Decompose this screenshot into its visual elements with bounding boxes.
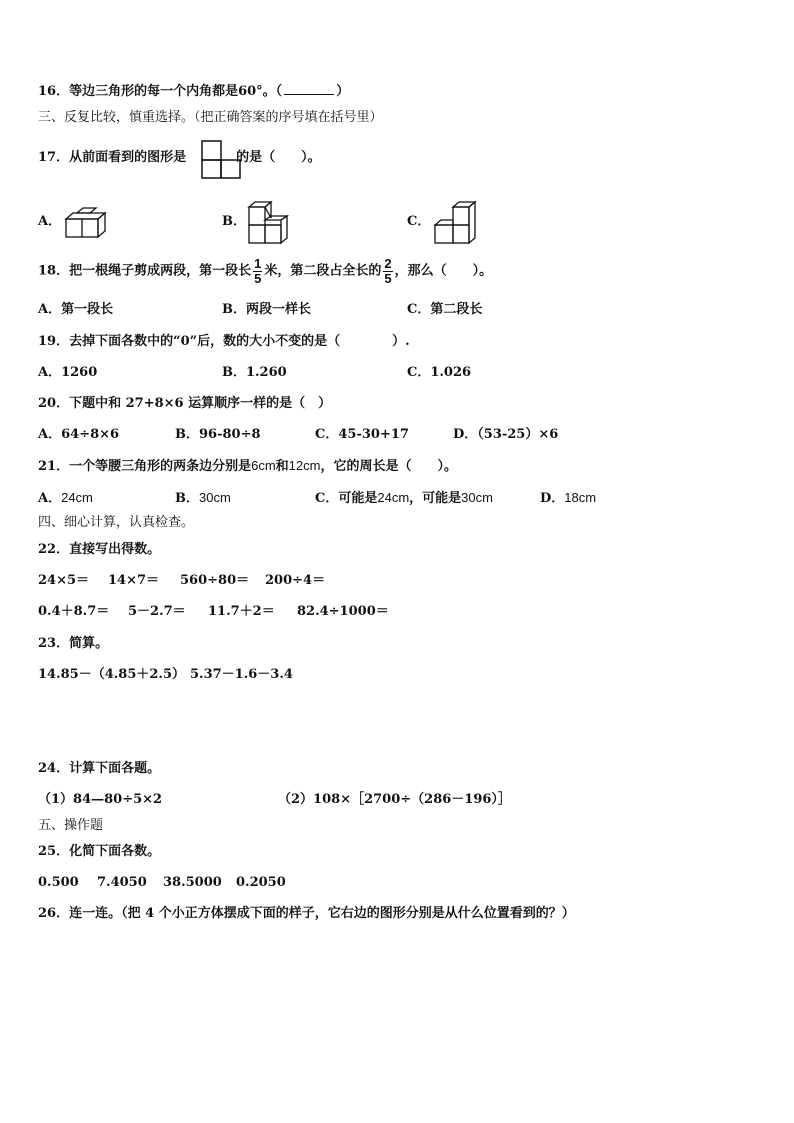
answer-blank[interactable] bbox=[284, 84, 334, 95]
fraction-two-fifths bbox=[383, 257, 392, 285]
question-18 bbox=[38, 257, 492, 285]
q16-close: ） bbox=[336, 84, 350, 99]
q21-option-c[interactable] bbox=[315, 491, 493, 505]
question-20: 20．下题中和 27+8×6 运算顺序一样的是（ ） bbox=[38, 396, 332, 411]
q21-option-a-label: A． bbox=[38, 491, 62, 506]
q18-text-b: 米，第二段占全长的 bbox=[264, 263, 382, 279]
q17-text: 17．从前面看到的图形是 bbox=[38, 150, 187, 165]
front-view-icon bbox=[201, 140, 241, 180]
q21-option-c-label: C．可能是 bbox=[315, 491, 378, 506]
q18-text-a: 18．把一根绳子剪成两段，第一段长 bbox=[38, 263, 252, 279]
q22-item[interactable]: 82.4÷1000＝ bbox=[297, 604, 389, 619]
q16-text: 16．等边三角形的每一个内角都是60°。（ bbox=[38, 84, 283, 99]
q21-text-b: 和 bbox=[275, 459, 289, 474]
frac1-denominator: 5 bbox=[254, 270, 262, 286]
q22-item[interactable]: 560÷80＝ bbox=[180, 573, 250, 588]
q18-option-a[interactable]: A．第一段长 bbox=[38, 302, 114, 317]
q17-option-c[interactable]: C． bbox=[407, 214, 431, 229]
q25-item[interactable]: 0.500 bbox=[38, 875, 79, 890]
q21-text-c: ，它的周长是（ ）。 bbox=[320, 459, 457, 474]
fraction-one-fifth bbox=[253, 257, 262, 285]
q21-option-b-label: B． bbox=[175, 491, 199, 506]
q21-option-d-label: D． bbox=[540, 491, 565, 506]
q24-item[interactable]: （1）84—80÷5×2 bbox=[38, 792, 163, 807]
q21-option-b[interactable] bbox=[175, 491, 231, 505]
section-3-heading: 三、反复比较，慎重选择。（把正确答案的序号填在括号里） bbox=[38, 110, 383, 125]
q21-option-d-value: 18cm bbox=[564, 490, 597, 505]
q21-option-a-value: 24cm bbox=[61, 490, 93, 505]
q20-option-b[interactable]: B．96-80÷8 bbox=[175, 427, 261, 442]
q19-option-b[interactable]: B．1.260 bbox=[222, 365, 287, 380]
q21-side-2: 12cm bbox=[288, 458, 321, 473]
q22-item[interactable]: 0.4＋8.7＝ bbox=[38, 604, 110, 619]
section-4-heading: 四、细心计算，认真检查。 bbox=[38, 515, 195, 530]
q22-item[interactable]: 14×7＝ bbox=[108, 573, 160, 588]
q22-item[interactable]: 24×5＝ bbox=[38, 573, 90, 588]
q23-item[interactable]: 5.37－1.6－3.4 bbox=[190, 667, 293, 682]
q22-item[interactable]: 5－2.7＝ bbox=[128, 604, 186, 619]
q25-item[interactable]: 7.4050 bbox=[97, 875, 147, 890]
q20-option-a[interactable]: A．64÷8×6 bbox=[38, 427, 120, 442]
q22-item[interactable]: 200÷4＝ bbox=[265, 573, 326, 588]
q17-text-post: 的是（ ）。 bbox=[236, 150, 321, 165]
question-19: 19．去掉下面各数中的“0”后，数的大小不变的是（ ）. bbox=[38, 334, 410, 349]
q19-option-c[interactable]: C．1.026 bbox=[407, 365, 472, 380]
q22-item[interactable]: 11.7＋2＝ bbox=[208, 604, 275, 619]
question-26: 26．连一连。（把 4 个小正方体摆成下面的样子，它右边的图形分别是从什么位置看到的？） bbox=[38, 906, 575, 921]
question-17 bbox=[38, 151, 321, 164]
q21-option-a[interactable] bbox=[38, 491, 93, 505]
q21-side-1: 6cm bbox=[251, 458, 276, 473]
q21-text-a: 21．一个等腰三角形的两条边分别是 bbox=[38, 459, 252, 474]
q21-option-d[interactable] bbox=[540, 491, 596, 505]
cube-figure-b-icon bbox=[245, 200, 291, 246]
frac1-numerator: 1 bbox=[254, 256, 262, 271]
q25-item[interactable]: 0.2050 bbox=[236, 875, 286, 890]
question-21 bbox=[38, 459, 457, 473]
frac2-numerator: 2 bbox=[384, 256, 392, 271]
question-23: 23．简算。 bbox=[38, 636, 109, 651]
q23-item[interactable]: 14.85－（4.85＋2.5） bbox=[38, 667, 185, 682]
q18-option-b[interactable]: B．两段一样长 bbox=[222, 302, 311, 317]
q24-item[interactable]: （2）108×［2700÷（286－196）］ bbox=[278, 792, 511, 807]
q21-option-c-value: 24cm bbox=[377, 490, 410, 505]
q18-option-c[interactable]: C．第二段长 bbox=[407, 302, 483, 317]
q17-option-a[interactable]: A． bbox=[38, 214, 62, 229]
section-5-heading: 五、操作题 bbox=[38, 818, 104, 833]
question-24: 24．计算下面各题。 bbox=[38, 761, 161, 776]
q19-option-a[interactable]: A．1260 bbox=[38, 365, 98, 380]
q20-option-d[interactable]: D．（53-25）×6 bbox=[453, 427, 559, 442]
question-22: 22．直接写出得数。 bbox=[38, 542, 161, 557]
cube-figure-c-icon bbox=[431, 200, 479, 246]
q17-option-b[interactable]: B． bbox=[222, 214, 246, 229]
question-25: 25．化简下面各数。 bbox=[38, 844, 161, 859]
q25-item[interactable]: 38.5000 bbox=[163, 875, 222, 890]
cube-figure-a-icon bbox=[63, 205, 109, 239]
q20-option-c[interactable]: C．45-30+17 bbox=[315, 427, 409, 442]
frac2-denominator: 5 bbox=[384, 270, 392, 286]
q18-text-c: ，那么（ ）。 bbox=[394, 263, 493, 279]
q21-option-c-value2: 30cm bbox=[461, 490, 493, 505]
q21-option-b-value: 30cm bbox=[199, 490, 231, 505]
question-16 bbox=[38, 84, 349, 98]
q21-option-c-mid: ，可能是 bbox=[409, 491, 462, 506]
